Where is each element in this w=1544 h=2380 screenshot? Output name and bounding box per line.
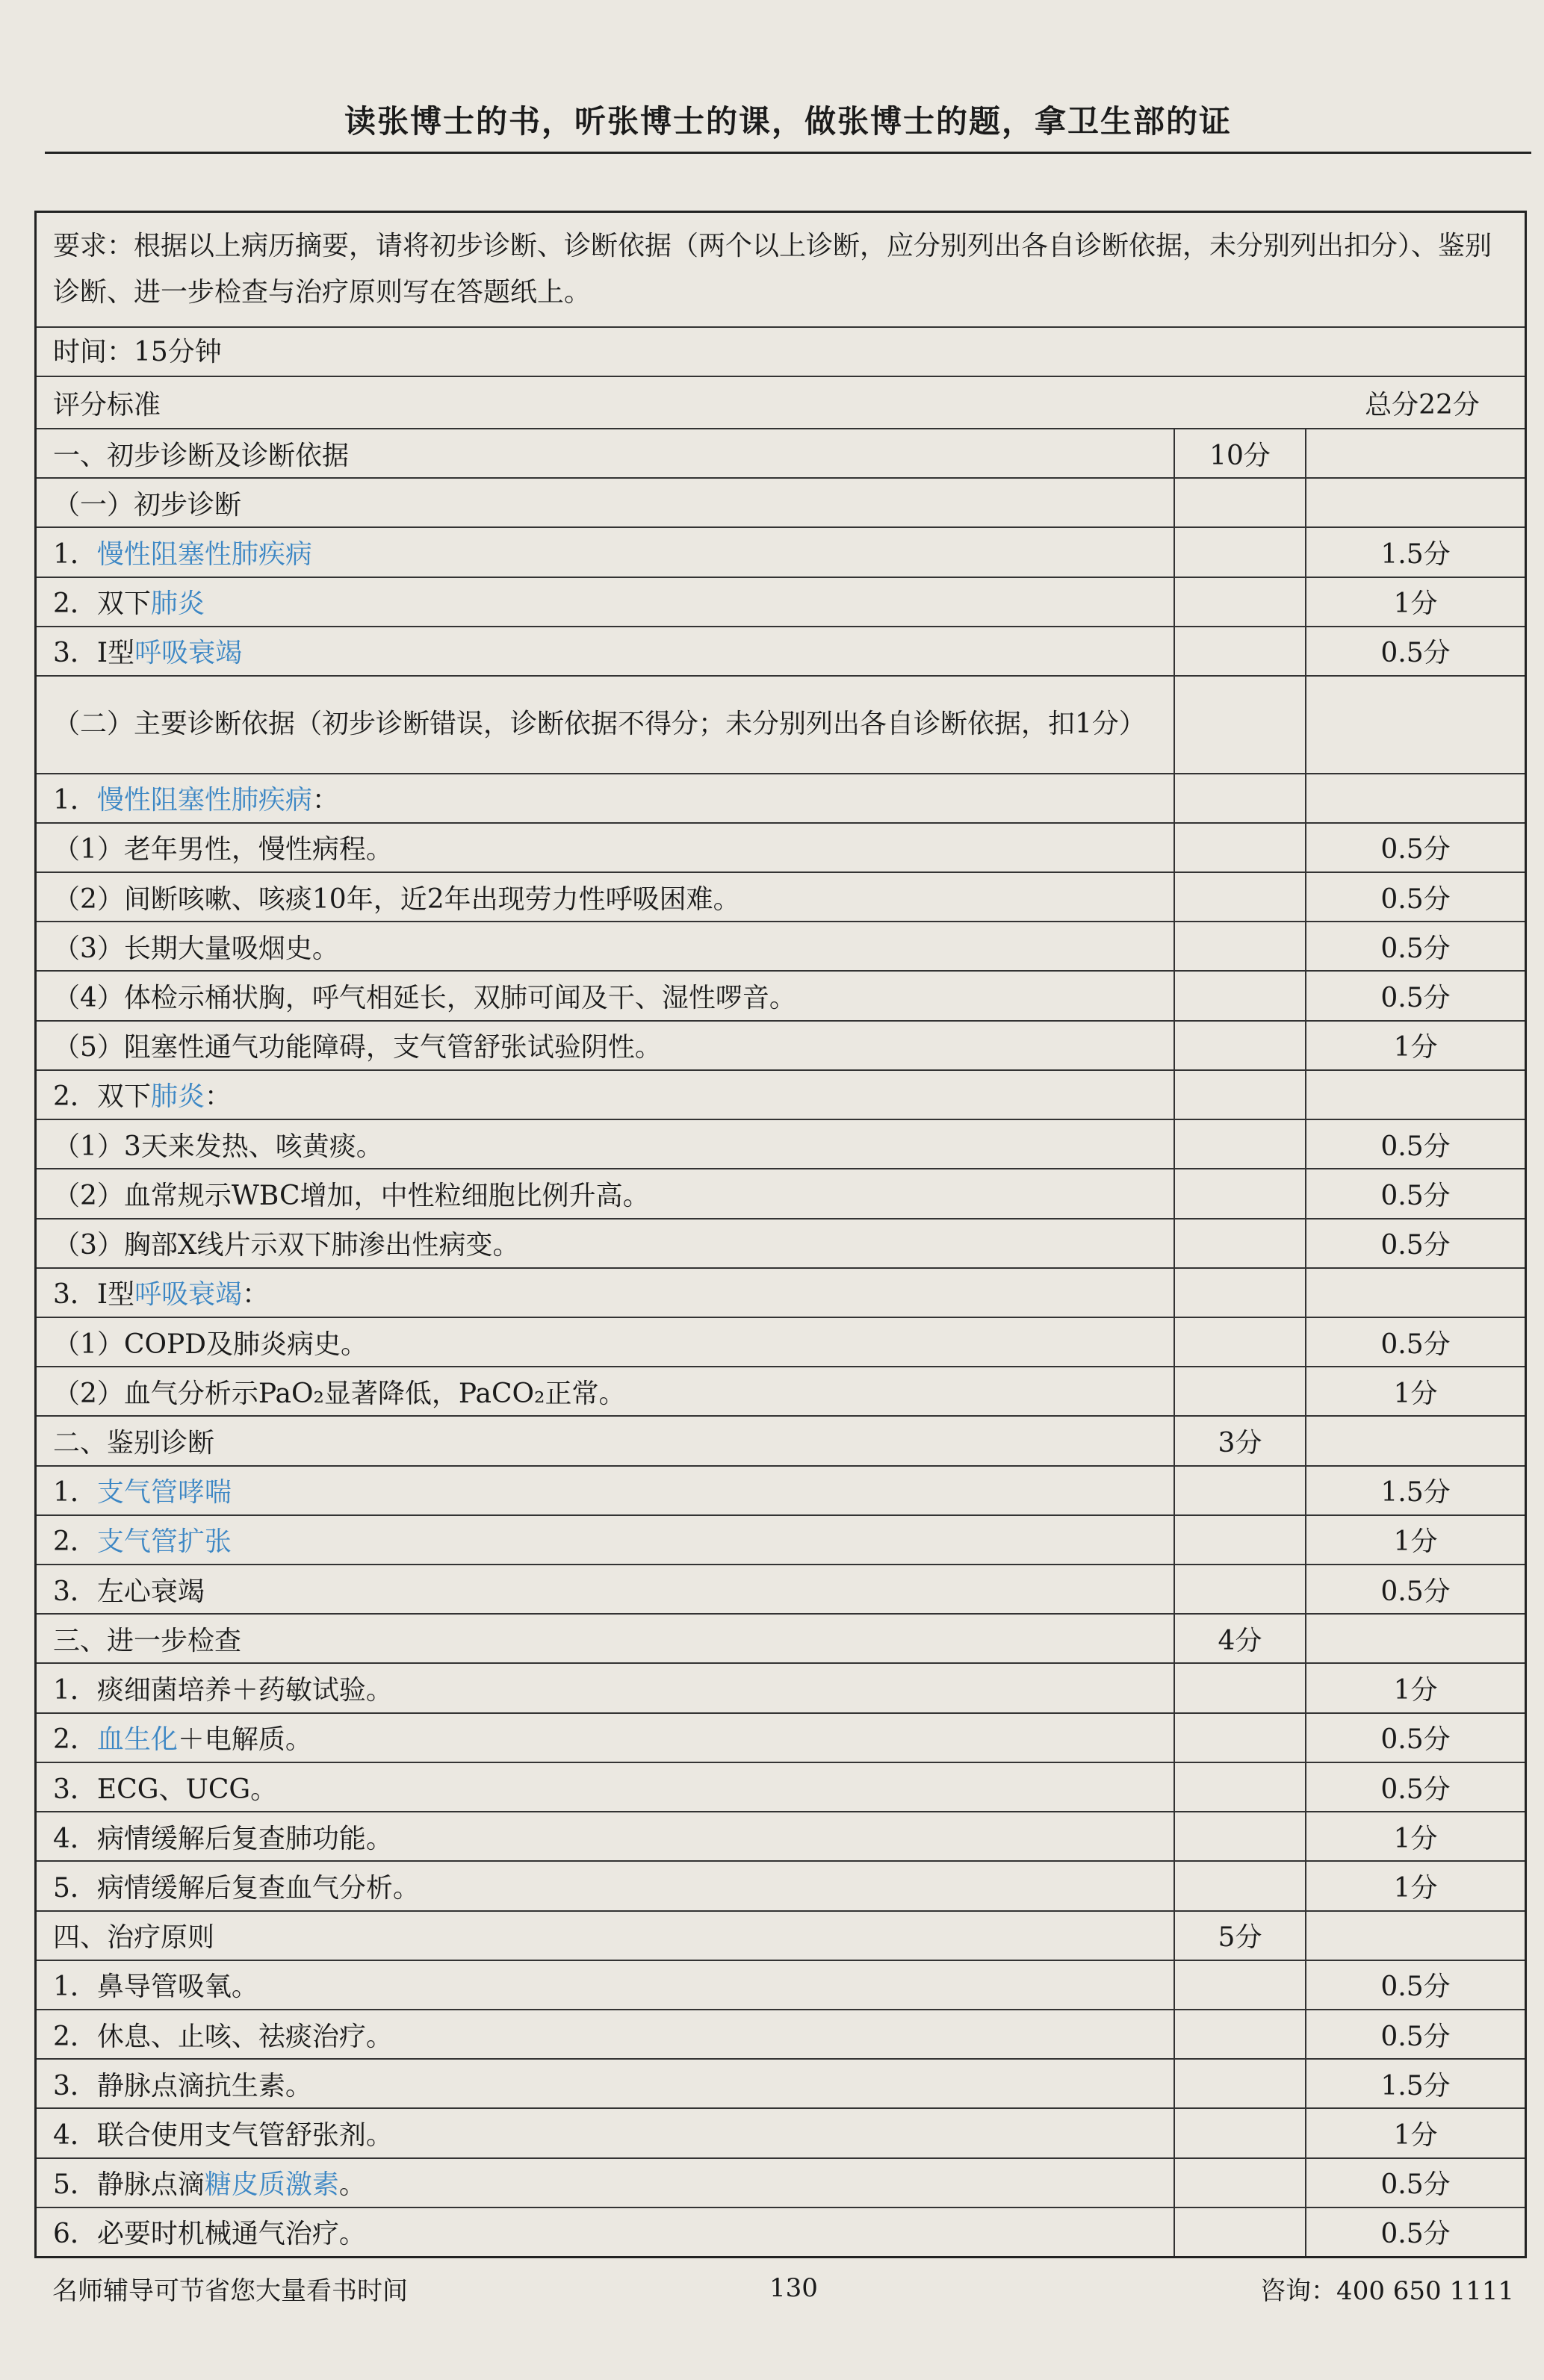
criteria-total: 总分22分 [1365, 389, 1480, 420]
section-points [1175, 824, 1306, 871]
item-text [37, 578, 1175, 626]
item-points: 1分 [1393, 1526, 1438, 1558]
section-points [1175, 1318, 1306, 1366]
item-points: 0.5分 [1380, 1972, 1451, 2003]
item-text: 2．休息、止咳、祛痰治疗。 [37, 2010, 1175, 2058]
item-text [37, 528, 1175, 576]
page-footer [52, 2267, 1514, 2309]
section-points [1175, 1516, 1306, 1564]
item-number: 2．双下 [53, 1081, 151, 1113]
section-points [1175, 677, 1306, 772]
item-text: 三、进一步检查 [37, 1615, 1175, 1662]
item-text: 四、治疗原则 [37, 1912, 1175, 1960]
scoring-row [37, 1318, 1525, 1367]
section-points [1175, 1565, 1306, 1613]
section-points [1175, 1812, 1306, 1860]
item-number: 1． [53, 785, 97, 816]
item-points: 1分 [1393, 1675, 1438, 1706]
scoring-row [37, 1022, 1525, 1071]
item-text [37, 1071, 1175, 1119]
item-points: 0.5分 [1380, 1329, 1451, 1360]
item-points: 0.5分 [1380, 2219, 1451, 2250]
item-text [37, 1269, 1175, 1317]
scoring-row [37, 1120, 1525, 1169]
scoring-row [37, 1961, 1525, 2010]
scoring-row [37, 1367, 1525, 1417]
item-text [37, 1714, 1175, 1762]
item-points: 0.5分 [1380, 1230, 1451, 1261]
item-number: 2． [53, 1526, 97, 1558]
scoring-row [37, 429, 1525, 479]
item-points: 0.5分 [1380, 1774, 1451, 1805]
item-points [1306, 479, 1525, 526]
item-text: （3）胸部X线片示双下肺渗出性病变。 [37, 1219, 1175, 1267]
section-points: 5分 [1175, 1912, 1306, 1960]
section-points [1175, 972, 1306, 1019]
scoring-row [37, 479, 1525, 528]
scoring-row [37, 1219, 1525, 1269]
item-points: 0.5分 [1380, 933, 1451, 964]
scoring-row [37, 2010, 1525, 2060]
item-text [37, 2159, 1175, 2207]
section-points [1175, 1367, 1306, 1415]
item-points: 1分 [1393, 1872, 1438, 1904]
item-rest: ： [311, 785, 339, 816]
requirement-text: 要求：根据以上病历摘要，请将初步诊断、诊断依据（两个以上诊断，应分别列出各自诊断依据，未分别列出扣分）、鉴别诊断、进一步检查与治疗原则写在答题纸上。 [37, 213, 1525, 328]
section-points [1175, 1664, 1306, 1712]
item-term: 慢性阻塞性肺疾病 [96, 785, 312, 816]
item-text: 一、初步诊断及诊断依据 [37, 429, 1175, 477]
item-rest: 。 [338, 2169, 366, 2201]
scoring-row [37, 627, 1525, 677]
item-points: 1.5分 [1380, 2070, 1451, 2101]
scoring-row [37, 1714, 1525, 1763]
item-number: 1． [53, 539, 97, 571]
item-points: 0.5分 [1380, 1576, 1451, 1607]
item-text [37, 1516, 1175, 1564]
item-term: 肺炎 [150, 1081, 205, 1113]
header-rule [45, 152, 1531, 154]
item-points [1306, 1912, 1525, 1960]
scoring-row [37, 972, 1525, 1021]
item-text: （2）血常规示WBC增加，中性粒细胞比例升高。 [37, 1169, 1175, 1217]
section-points [1175, 774, 1306, 822]
item-text [37, 627, 1175, 675]
item-text: 1．鼻导管吸氧。 [37, 1961, 1175, 2009]
scoring-row [37, 1169, 1525, 1219]
page-header-title: 读张博士的书，听张博士的课，做张博士的题，拿卫生部的证 [344, 103, 1232, 140]
section-points [1175, 1961, 1306, 2009]
scoring-row [37, 2109, 1525, 2158]
item-points: 0.5分 [1380, 883, 1451, 915]
item-points: 1分 [1393, 1032, 1438, 1063]
section-points [1175, 627, 1306, 675]
item-points [1306, 1269, 1525, 1317]
item-term: 呼吸衰竭 [134, 1279, 243, 1311]
item-text: 3．静脉点滴抗生素。 [37, 2060, 1175, 2107]
section-points [1175, 1120, 1306, 1168]
section-points [1175, 2109, 1306, 2157]
item-points: 1分 [1393, 1823, 1438, 1854]
section-points [1175, 1169, 1306, 1217]
item-text: （1）老年男性，慢性病程。 [37, 824, 1175, 871]
item-points: 1.5分 [1380, 1477, 1451, 1509]
item-points [1306, 774, 1525, 822]
criteria-label: 评分标准 [53, 389, 161, 420]
item-points [1306, 677, 1525, 772]
item-points: 1分 [1393, 2120, 1438, 2151]
item-rest: ＋电解质。 [177, 1724, 312, 1756]
scoring-row [37, 2208, 1525, 2256]
item-term: 慢性阻塞性肺疾病 [96, 539, 312, 571]
item-points: 0.5分 [1380, 834, 1451, 866]
scoring-row [37, 1516, 1525, 1565]
item-text: （2）血气分析示PaO₂显著降低，PaCO₂正常。 [37, 1367, 1175, 1415]
item-text: （1）COPD及肺炎病史。 [37, 1318, 1175, 1366]
scoring-row [37, 1763, 1525, 1812]
item-number: 5．静脉点滴 [53, 2169, 205, 2201]
item-points: 0.5分 [1380, 1724, 1451, 1756]
scoring-row [37, 677, 1525, 774]
item-number: 3．Ⅰ型 [53, 1279, 135, 1311]
scoring-row [37, 1912, 1525, 1961]
section-points [1175, 2010, 1306, 2058]
item-points [1306, 1615, 1525, 1662]
scoring-row [37, 2060, 1525, 2109]
section-points [1175, 2060, 1306, 2107]
item-term: 糖皮质激素 [204, 2169, 339, 2201]
item-term: 血生化 [96, 1724, 178, 1756]
criteria-header-row [37, 377, 1525, 429]
section-points [1175, 479, 1306, 526]
item-text: 6．必要时机械通气治疗。 [37, 2208, 1175, 2256]
scoring-row [37, 1071, 1525, 1120]
item-text: （一）初步诊断 [37, 479, 1175, 526]
item-text: （4）体检示桶状胸，呼气相延长，双肺可闻及干、湿性啰音。 [37, 972, 1175, 1019]
section-points [1175, 873, 1306, 921]
scoring-row [37, 2159, 1525, 2208]
item-number: 2．双下 [53, 588, 151, 620]
section-points: 4分 [1175, 1615, 1306, 1662]
item-text: （3）长期大量吸烟史。 [37, 922, 1175, 970]
item-term: 支气管哮喘 [96, 1477, 232, 1509]
section-points [1175, 578, 1306, 626]
item-text: （2）间断咳嗽、咳痰10年，近2年出现劳力性呼吸困难。 [37, 873, 1175, 921]
scoring-row [37, 774, 1525, 824]
item-number: 1． [53, 1477, 97, 1509]
item-points: 0.5分 [1380, 638, 1451, 669]
item-number: 2． [53, 1724, 97, 1756]
scoring-sheet [34, 211, 1527, 2258]
item-text: 1．痰细菌培养＋药敏试验。 [37, 1664, 1175, 1712]
scoring-rows [37, 429, 1525, 2256]
scoring-row [37, 1615, 1525, 1664]
section-points [1175, 2208, 1306, 2256]
section-points [1175, 528, 1306, 576]
footer-slogan: 名师辅导可节省您大量看书时间 [52, 2275, 408, 2306]
item-text: （1）3天来发热、咳黄痰。 [37, 1120, 1175, 1168]
item-rest: ： [242, 1279, 270, 1311]
item-text: 4．联合使用支气管舒张剂。 [37, 2109, 1175, 2157]
item-text: 4．病情缓解后复查肺功能。 [37, 1812, 1175, 1860]
item-text: （二）主要诊断依据（初步诊断错误，诊断依据不得分；未分别列出各自诊断依据，扣1分） [37, 677, 1175, 772]
section-points [1175, 1071, 1306, 1119]
scoring-row [37, 1417, 1525, 1466]
item-points: 1分 [1393, 1378, 1438, 1409]
section-points [1175, 1763, 1306, 1811]
item-term: 呼吸衰竭 [134, 638, 243, 669]
item-points [1306, 1071, 1525, 1119]
section-points: 3分 [1175, 1417, 1306, 1464]
item-text: 5．病情缓解后复查血气分析。 [37, 1862, 1175, 1910]
item-rest: ： [204, 1081, 232, 1113]
item-points: 1分 [1393, 588, 1438, 620]
scoring-row [37, 1269, 1525, 1318]
scoring-row [37, 824, 1525, 873]
section-points [1175, 1467, 1306, 1514]
section-points [1175, 1269, 1306, 1317]
item-points: 0.5分 [1380, 983, 1451, 1014]
item-points: 0.5分 [1380, 1131, 1451, 1162]
section-points [1175, 1862, 1306, 1910]
item-points: 0.5分 [1380, 1180, 1451, 1211]
item-text: （5）阻塞性通气功能障碍，支气管舒张试验阴性。 [37, 1022, 1175, 1069]
section-points: 10分 [1175, 429, 1306, 477]
item-term: 支气管扩张 [96, 1526, 232, 1558]
item-points [1306, 1417, 1525, 1464]
item-text: 3．ECG、UCG。 [37, 1763, 1175, 1811]
item-number: 3．Ⅰ型 [53, 638, 135, 669]
section-points [1175, 922, 1306, 970]
item-points: 0.5分 [1380, 2169, 1451, 2201]
item-points: 1.5分 [1380, 539, 1451, 571]
scoring-row [37, 1664, 1525, 1713]
section-points [1175, 1022, 1306, 1069]
item-text [37, 1467, 1175, 1514]
footer-contact: 咨询：400 650 1111 [1260, 2275, 1514, 2306]
page-number: 130 [769, 2273, 818, 2303]
item-text: 3．左心衰竭 [37, 1565, 1175, 1613]
item-points [1306, 429, 1525, 477]
scoring-row [37, 528, 1525, 577]
scoring-row [37, 1467, 1525, 1516]
section-points [1175, 1219, 1306, 1267]
scoring-row [37, 922, 1525, 972]
scoring-row [37, 1862, 1525, 1911]
time-limit: 时间：15分钟 [37, 328, 1525, 377]
item-text: 二、鉴别诊断 [37, 1417, 1175, 1464]
item-text [37, 774, 1175, 822]
scoring-row [37, 578, 1525, 627]
item-term: 肺炎 [150, 588, 205, 620]
scoring-row [37, 1565, 1525, 1615]
scoring-row [37, 873, 1525, 922]
section-points [1175, 1714, 1306, 1762]
section-points [1175, 2159, 1306, 2207]
item-points: 0.5分 [1380, 2021, 1451, 2052]
scoring-row [37, 1812, 1525, 1862]
